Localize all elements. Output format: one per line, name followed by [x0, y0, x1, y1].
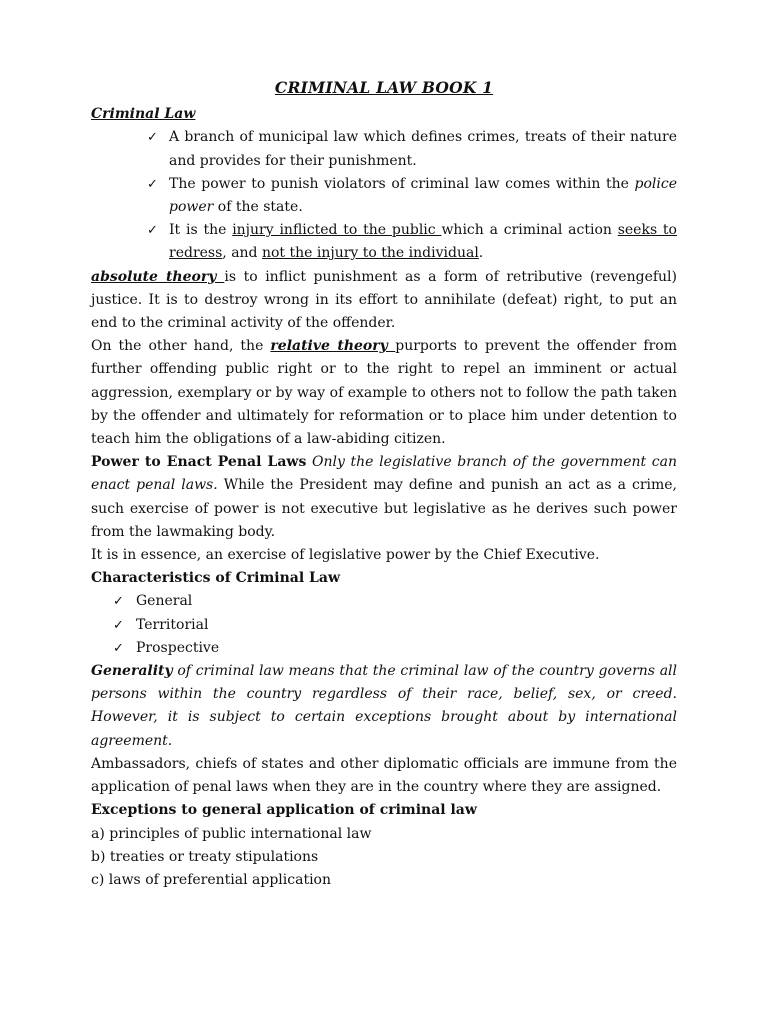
list-item: ✓ Territorial — [113, 614, 677, 637]
list-item: c) laws of preferential application — [91, 871, 331, 888]
essence-paragraph: It is in essence, an exercise of legislative power by the Chief Executive. — [91, 547, 600, 564]
list-item: ✓ General — [113, 590, 677, 613]
list-item: b) treaties or treaty stipulations — [91, 848, 319, 865]
check-mark-icon: ✓ — [147, 223, 158, 239]
generality-paragraph: Generality of criminal law means that the criminal law of the country governs all persons within the country regardless of their race, belief, sex, or creed. However, it is subject to certain exceptions brought about by international agreement. — [91, 663, 677, 749]
criminal-law-heading: Criminal Law — [91, 106, 196, 123]
list-item: ✓ Prospective — [113, 637, 677, 660]
list-item: a) principles of public international law — [91, 825, 372, 842]
relative-theory-paragraph: On the other hand, the relative theory purports to prevent the offender from further offending public right or to the right to repel an imminent or actual aggression, exemplary or by way of example to others not to follow the path taken by the offender and ultimately for reformation or to place him under detention to teach him the obligations of a law-abiding citizen. — [91, 338, 677, 448]
characteristics-heading: Characteristics of Criminal Law — [91, 570, 340, 587]
bullet-text: It is the injury inflicted to the public which a criminal action seeks to redress, and not the injury to the individual. — [169, 222, 677, 262]
check-mark-icon: ✓ — [113, 640, 124, 656]
list-item — [147, 173, 677, 219]
check-mark-icon: ✓ — [113, 594, 124, 610]
document-title: CRIMINAL LAW BOOK 1 — [274, 78, 494, 97]
check-mark-icon: ✓ — [147, 130, 158, 146]
bullet-text: A branch of municipal law which defines crimes, treats of their nature and provides for their punishment. — [169, 129, 677, 169]
check-mark-icon: ✓ — [147, 176, 158, 192]
check-mark-icon: ✓ — [113, 617, 124, 633]
bullet-text: The power to punish violators of criminal law comes within the police power of the state. — [169, 175, 677, 216]
absolute-theory-paragraph: absolute theory is to inflict punishment as a form of retributive (revengeful) justice. It is to destroy wrong in its effort to annihilate (defeat) right, to put an end to the criminal activity of the offender. — [91, 268, 677, 332]
exceptions-heading: Exceptions to general application of criminal law — [91, 802, 477, 819]
power-paragraph: Power to Enact Penal Laws Only the legislative branch of the government can enact penal laws. While the President may define and punish an act as a crime, such exercise of power is not executive but legislative as he derives such power from the lawmaking body. — [91, 454, 678, 540]
ambassadors-paragraph: Ambassadors, chiefs of states and other diplomatic officials are immune from the application of penal laws when they are in the country where they are assigned. — [91, 755, 677, 796]
list-item — [147, 126, 677, 172]
list-item — [147, 219, 677, 265]
